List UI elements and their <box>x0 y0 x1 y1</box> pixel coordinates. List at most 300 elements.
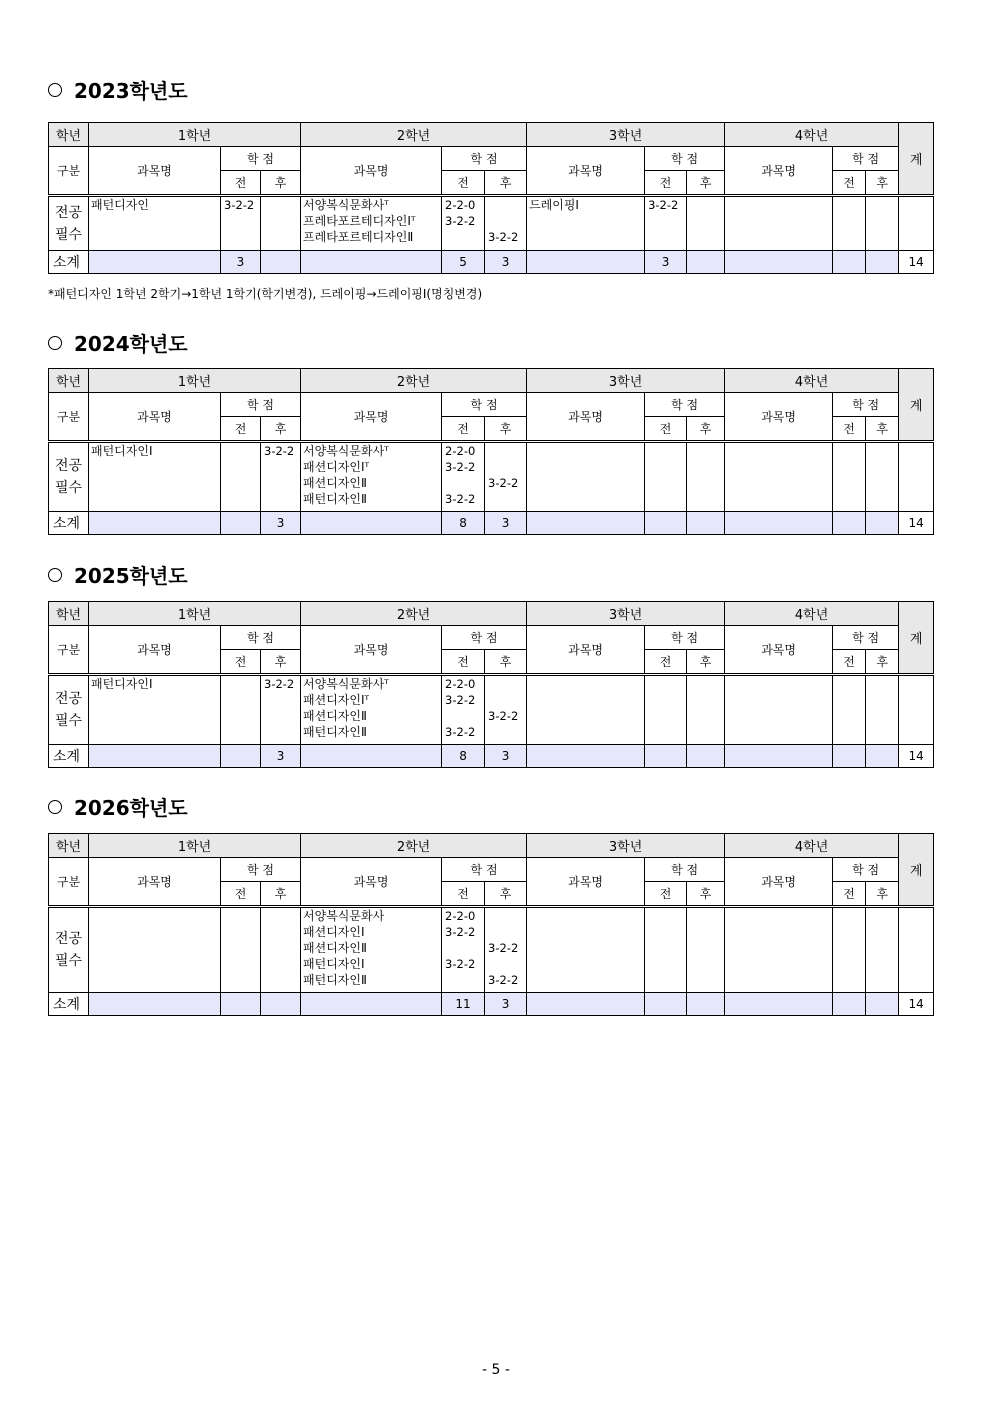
year2-credits-first-line: 2-2-0 <box>445 444 476 458</box>
year2-credits-second-line <box>488 724 526 740</box>
year3-course-names-line <box>529 676 644 692</box>
header-course-name: 과목명 <box>527 147 645 196</box>
year4-course-names <box>725 907 833 993</box>
curriculum-table <box>48 122 934 274</box>
year2-credits-first-line: 3-2-2 <box>445 925 476 939</box>
year4-credits-first-line <box>836 197 865 213</box>
header-course-name: 과목명 <box>725 626 833 675</box>
year2-credits-first-line <box>445 940 484 956</box>
year2-credits-second <box>485 196 527 251</box>
curriculum-table <box>48 833 934 1016</box>
year4-credits-first-line <box>836 676 865 692</box>
year3-course-names <box>527 675 645 745</box>
year2-credits-first-line: 3-2-2 <box>445 214 476 228</box>
year4-course-names <box>725 442 833 512</box>
year3-credits-second-line <box>690 443 724 459</box>
header-first-semester: 전 <box>833 882 866 907</box>
subtotal-name-cell <box>301 993 442 1016</box>
header-year4: 4학년 <box>725 369 899 393</box>
year1-credits-second <box>261 907 301 993</box>
header-credit: 학 점 <box>221 147 301 171</box>
subtotal-second-semester: 3 <box>485 512 527 535</box>
year1-credits-second-line: 3-2-2 <box>264 677 295 691</box>
year3-course-names-line <box>529 908 644 924</box>
year4-credits-second <box>866 675 899 745</box>
header-second-semester: 후 <box>687 417 725 442</box>
year1-course-names <box>89 907 221 993</box>
category-label: 전공필수 <box>54 931 83 969</box>
footnote: *패턴디자인 1학년 2학기→1학년 1학기(학기변경), 드레이핑→드레이핑Ⅰ(명칭변경) <box>48 287 483 301</box>
section-title <box>48 328 188 357</box>
year2-credits-second-line <box>488 908 526 924</box>
subtotal-name-cell <box>527 512 645 535</box>
year1-credits-first <box>221 907 261 993</box>
header-second-semester: 후 <box>687 171 725 196</box>
year2-course-names-line: 패션디자인Ⅱ <box>303 476 367 490</box>
header-category: 구분 <box>49 147 89 196</box>
year2-course-names-line: 서양복식문화사ᵀ <box>303 677 389 691</box>
subtotal-first-semester: 3 <box>645 251 687 274</box>
header-year3: 3학년 <box>527 123 725 147</box>
year2-credits-second-line <box>488 692 526 708</box>
header-year1: 1학년 <box>89 834 301 858</box>
header-year1: 1학년 <box>89 123 301 147</box>
year2-credits-second <box>485 907 527 993</box>
header-category: 구분 <box>49 393 89 442</box>
header-year2: 2학년 <box>301 123 527 147</box>
section-title-text: 2025학년도 <box>74 564 188 588</box>
header-year4: 4학년 <box>725 123 899 147</box>
header-credit: 학 점 <box>442 147 527 171</box>
total-cell-body <box>899 196 934 251</box>
header-second-semester: 후 <box>866 171 899 196</box>
subtotal-first-semester <box>221 512 261 535</box>
year2-credits-second-line <box>488 491 526 507</box>
year2-course-names-line: 서양복식문화사 <box>303 909 385 923</box>
subtotal-name-cell <box>301 512 442 535</box>
subtotal-second-semester <box>261 251 301 274</box>
year3-course-names-line: 드레이핑Ⅰ <box>529 198 579 212</box>
category-major-required <box>49 196 89 251</box>
year2-course-names-line: 패턴디자인Ⅱ <box>303 725 367 739</box>
circle-bullet-icon <box>48 800 62 814</box>
header-year1: 1학년 <box>89 602 301 626</box>
header-course-name: 과목명 <box>89 858 221 907</box>
header-total: 계 <box>899 602 934 675</box>
year4-course-names-line <box>727 908 832 924</box>
header-first-semester: 전 <box>833 417 866 442</box>
year2-course-names <box>301 196 442 251</box>
header-second-semester: 후 <box>485 882 527 907</box>
subtotal-second-semester <box>866 993 899 1016</box>
section-title-text: 2026학년도 <box>74 796 188 820</box>
header-year2: 2학년 <box>301 369 527 393</box>
year4-credits-second-line <box>869 197 898 213</box>
category-major-required <box>49 675 89 745</box>
subtotal-second-semester: 3 <box>261 512 301 535</box>
year2-course-names-line: 패션디자인Ⅰᵀ <box>303 460 370 474</box>
year3-credits-first-line <box>648 676 686 692</box>
header-total: 계 <box>899 834 934 907</box>
subtotal-second-semester <box>866 251 899 274</box>
year2-credits-first-line: 3-2-2 <box>445 725 476 739</box>
header-course-name: 과목명 <box>527 626 645 675</box>
header-year4: 4학년 <box>725 834 899 858</box>
year1-course-names <box>89 196 221 251</box>
section-title <box>48 792 188 821</box>
subtotal-second-semester <box>261 993 301 1016</box>
category-major-required <box>49 907 89 993</box>
header-category: 구분 <box>49 626 89 675</box>
header-total: 계 <box>899 369 934 442</box>
year3-credits-second <box>687 442 725 512</box>
subtotal-first-semester <box>221 745 261 768</box>
header-second-semester: 후 <box>261 171 301 196</box>
subtotal-label: 소계 <box>49 512 89 535</box>
subtotal-total: 14 <box>899 745 934 768</box>
subtotal-second-semester <box>866 512 899 535</box>
subtotal-first-semester: 8 <box>442 745 485 768</box>
year1-credits-second <box>261 196 301 251</box>
category-label: 전공필수 <box>54 204 83 243</box>
subtotal-second-semester <box>866 745 899 768</box>
header-year4: 4학년 <box>725 602 899 626</box>
header-course-name: 과목명 <box>725 858 833 907</box>
year2-course-names-line: 서양복식문화사ᵀ <box>303 444 389 458</box>
year2-credits-first-line <box>445 229 484 245</box>
year1-credits-first-line <box>224 676 260 692</box>
year1-credits-second-line: 3-2-2 <box>264 444 295 458</box>
year2-credits-second-line: 3-2-2 <box>488 973 519 987</box>
header-first-semester: 전 <box>442 650 485 675</box>
year4-credits-first <box>833 907 866 993</box>
header-course-name: 과목명 <box>527 393 645 442</box>
header-second-semester: 후 <box>687 882 725 907</box>
year1-credits-first <box>221 675 261 745</box>
subtotal-name-cell <box>527 251 645 274</box>
subtotal-name-cell <box>527 745 645 768</box>
header-first-semester: 전 <box>221 171 261 196</box>
year2-credits-second-line <box>488 956 526 972</box>
circle-bullet-icon <box>48 568 62 582</box>
header-first-semester: 전 <box>645 417 687 442</box>
year2-credits-first-line <box>445 972 484 988</box>
header-year3: 3학년 <box>527 602 725 626</box>
year1-course-names-line: 패턴디자인 <box>91 198 149 212</box>
year2-credits-second-line <box>488 213 526 229</box>
subtotal-second-semester <box>687 745 725 768</box>
header-course-name: 과목명 <box>301 147 442 196</box>
subtotal-second-semester <box>687 251 725 274</box>
year2-credits-second-line <box>488 924 526 940</box>
year2-credits-first-line: 3-2-2 <box>445 693 476 707</box>
year2-course-names-line: 패션디자인Ⅱ <box>303 941 367 955</box>
total-cell-body <box>899 442 934 512</box>
year1-credits-second-line <box>264 908 300 924</box>
year2-credits-first <box>442 675 485 745</box>
subtotal-first-semester <box>833 512 866 535</box>
header-second-semester: 후 <box>687 650 725 675</box>
year3-credits-second-line <box>690 197 724 213</box>
header-first-semester: 전 <box>221 417 261 442</box>
section-title <box>48 560 188 589</box>
subtotal-name-cell <box>89 512 221 535</box>
header-grade: 학년 <box>49 369 89 393</box>
header-credit: 학 점 <box>442 626 527 650</box>
header-first-semester: 전 <box>442 417 485 442</box>
year2-course-names <box>301 907 442 993</box>
year2-credits-first <box>442 196 485 251</box>
header-second-semester: 후 <box>866 882 899 907</box>
header-credit: 학 점 <box>442 858 527 882</box>
subtotal-second-semester: 3 <box>485 993 527 1016</box>
header-category: 구분 <box>49 858 89 907</box>
subtotal-second-semester: 3 <box>485 251 527 274</box>
year2-credits-second <box>485 442 527 512</box>
header-second-semester: 후 <box>261 650 301 675</box>
subtotal-first-semester <box>221 993 261 1016</box>
year4-course-names-line <box>727 443 832 459</box>
year3-course-names <box>527 196 645 251</box>
year2-course-names-line: 패션디자인Ⅰᵀ <box>303 693 370 707</box>
header-credit: 학 점 <box>221 393 301 417</box>
year2-course-names <box>301 442 442 512</box>
subtotal-second-semester <box>687 512 725 535</box>
subtotal-name-cell <box>725 745 833 768</box>
year2-course-names-line: 프레타포르테디자인Ⅰᵀ <box>303 214 416 228</box>
year2-credits-second-line <box>488 676 526 692</box>
header-second-semester: 후 <box>485 171 527 196</box>
subtotal-total: 14 <box>899 251 934 274</box>
year3-credits-first <box>645 675 687 745</box>
year2-credits-second-line: 3-2-2 <box>488 941 519 955</box>
subtotal-name-cell <box>89 993 221 1016</box>
year2-course-names-line: 패션디자인Ⅰ <box>303 925 365 939</box>
year4-credits-first-line <box>836 908 865 924</box>
year1-course-names-line: 패턴디자인Ⅰ <box>91 677 153 691</box>
header-credit: 학 점 <box>833 393 899 417</box>
subtotal-label: 소계 <box>49 251 89 274</box>
year4-credits-second <box>866 907 899 993</box>
year4-credits-second <box>866 196 899 251</box>
year4-credits-first <box>833 442 866 512</box>
year1-credits-first-line: 3-2-2 <box>224 198 255 212</box>
year2-course-names-line: 패턴디자인Ⅰ <box>303 957 365 971</box>
subtotal-name-cell <box>527 993 645 1016</box>
year3-course-names <box>527 907 645 993</box>
year1-course-names-line: 패턴디자인Ⅰ <box>91 444 153 458</box>
header-grade: 학년 <box>49 834 89 858</box>
subtotal-second-semester: 3 <box>485 745 527 768</box>
subtotal-second-semester <box>687 993 725 1016</box>
year4-credits-first-line <box>836 443 865 459</box>
header-course-name: 과목명 <box>89 147 221 196</box>
year2-course-names-line: 프레타포르테디자인Ⅱ <box>303 230 414 244</box>
header-course-name: 과목명 <box>725 147 833 196</box>
header-second-semester: 후 <box>261 417 301 442</box>
year4-course-names <box>725 196 833 251</box>
subtotal-first-semester: 5 <box>442 251 485 274</box>
year1-credits-second <box>261 442 301 512</box>
subtotal-first-semester <box>833 251 866 274</box>
year2-course-names <box>301 675 442 745</box>
header-course-name: 과목명 <box>527 858 645 907</box>
year3-course-names-line <box>529 443 644 459</box>
header-grade: 학년 <box>49 602 89 626</box>
header-credit: 학 점 <box>645 858 725 882</box>
circle-bullet-icon <box>48 83 62 97</box>
header-second-semester: 후 <box>866 417 899 442</box>
subtotal-second-semester: 3 <box>261 745 301 768</box>
year1-credits-first <box>221 442 261 512</box>
year2-credits-first-line <box>445 708 484 724</box>
header-first-semester: 전 <box>645 650 687 675</box>
year2-credits-first-line: 2-2-0 <box>445 677 476 691</box>
year2-course-names-line: 서양복식문화사ᵀ <box>303 198 389 212</box>
year3-credits-first <box>645 196 687 251</box>
header-credit: 학 점 <box>645 393 725 417</box>
subtotal-total: 14 <box>899 512 934 535</box>
header-course-name: 과목명 <box>725 393 833 442</box>
year2-credits-first-line: 2-2-0 <box>445 198 476 212</box>
subtotal-name-cell <box>301 251 442 274</box>
year1-credits-first-line <box>224 908 260 924</box>
year2-course-names-line: 패턴디자인Ⅱ <box>303 492 367 506</box>
header-second-semester: 후 <box>485 650 527 675</box>
header-year1: 1학년 <box>89 369 301 393</box>
section-title <box>48 75 188 104</box>
header-course-name: 과목명 <box>301 393 442 442</box>
year3-credits-second-line <box>690 676 724 692</box>
total-cell-body <box>899 907 934 993</box>
header-second-semester: 후 <box>485 417 527 442</box>
header-year3: 3학년 <box>527 369 725 393</box>
curriculum-table <box>48 601 934 768</box>
year2-credits-first <box>442 907 485 993</box>
subtotal-first-semester <box>833 745 866 768</box>
year1-credits-second-line <box>264 197 300 213</box>
year2-credits-second-line: 3-2-2 <box>488 230 519 244</box>
subtotal-first-semester <box>833 993 866 1016</box>
header-course-name: 과목명 <box>301 626 442 675</box>
year3-credits-second <box>687 196 725 251</box>
year4-credits-first <box>833 196 866 251</box>
year4-course-names <box>725 675 833 745</box>
header-credit: 학 점 <box>221 858 301 882</box>
header-credit: 학 점 <box>645 147 725 171</box>
year2-credits-first-line: 2-2-0 <box>445 909 476 923</box>
year1-credits-first-line <box>224 443 260 459</box>
year3-credits-second-line <box>690 908 724 924</box>
header-first-semester: 전 <box>442 882 485 907</box>
year3-credits-first-line: 3-2-2 <box>648 198 679 212</box>
year3-credits-second <box>687 675 725 745</box>
header-year2: 2학년 <box>301 602 527 626</box>
header-first-semester: 전 <box>833 650 866 675</box>
curriculum-table <box>48 368 934 535</box>
year4-course-names-line <box>727 197 832 213</box>
subtotal-name-cell <box>89 745 221 768</box>
subtotal-label: 소계 <box>49 993 89 1016</box>
year3-course-names <box>527 442 645 512</box>
subtotal-first-semester <box>645 745 687 768</box>
subtotal-first-semester: 8 <box>442 512 485 535</box>
section-title-text: 2024학년도 <box>74 332 188 356</box>
year3-credits-second <box>687 907 725 993</box>
header-second-semester: 후 <box>866 650 899 675</box>
header-credit: 학 점 <box>833 147 899 171</box>
year2-credits-second <box>485 675 527 745</box>
category-major-required <box>49 442 89 512</box>
year3-credits-first <box>645 907 687 993</box>
header-second-semester: 후 <box>261 882 301 907</box>
year3-credits-first-line <box>648 443 686 459</box>
header-first-semester: 전 <box>221 882 261 907</box>
year4-course-names-line <box>727 676 832 692</box>
subtotal-total: 14 <box>899 993 934 1016</box>
subtotal-first-semester <box>645 993 687 1016</box>
year2-course-names-line: 패션디자인Ⅱ <box>303 709 367 723</box>
year2-credits-first-line <box>445 475 484 491</box>
year4-credits-first <box>833 675 866 745</box>
header-first-semester: 전 <box>442 171 485 196</box>
year1-credits-first <box>221 196 261 251</box>
header-first-semester: 전 <box>833 171 866 196</box>
year2-credits-second-line <box>488 459 526 475</box>
year2-credits-first-line: 3-2-2 <box>445 460 476 474</box>
header-first-semester: 전 <box>221 650 261 675</box>
subtotal-name-cell <box>89 251 221 274</box>
header-course-name: 과목명 <box>301 858 442 907</box>
subtotal-first-semester: 11 <box>442 993 485 1016</box>
year2-credits-first <box>442 442 485 512</box>
header-total: 계 <box>899 123 934 196</box>
year4-credits-second-line <box>869 443 898 459</box>
header-first-semester: 전 <box>645 171 687 196</box>
page-number: - 5 - <box>482 1362 510 1378</box>
header-credit: 학 점 <box>442 393 527 417</box>
header-year3: 3학년 <box>527 834 725 858</box>
year2-credits-first-line: 3-2-2 <box>445 957 476 971</box>
year4-credits-second <box>866 442 899 512</box>
header-credit: 학 점 <box>833 626 899 650</box>
header-year2: 2학년 <box>301 834 527 858</box>
year1-course-names <box>89 675 221 745</box>
subtotal-name-cell <box>725 512 833 535</box>
year2-credits-second-line: 3-2-2 <box>488 709 519 723</box>
header-credit: 학 점 <box>645 626 725 650</box>
year1-course-names <box>89 442 221 512</box>
subtotal-name-cell <box>725 251 833 274</box>
year4-credits-second-line <box>869 908 898 924</box>
header-course-name: 과목명 <box>89 626 221 675</box>
section-title-text: 2023학년도 <box>74 79 188 103</box>
year2-course-names-line: 패턴디자인Ⅱ <box>303 973 367 987</box>
year2-credits-second-line <box>488 197 526 213</box>
year2-credits-first-line: 3-2-2 <box>445 492 476 506</box>
subtotal-name-cell <box>301 745 442 768</box>
year4-credits-second-line <box>869 676 898 692</box>
subtotal-name-cell <box>725 993 833 1016</box>
subtotal-first-semester: 3 <box>221 251 261 274</box>
header-grade: 학년 <box>49 123 89 147</box>
year3-credits-first <box>645 442 687 512</box>
header-credit: 학 점 <box>221 626 301 650</box>
subtotal-first-semester <box>645 512 687 535</box>
header-credit: 학 점 <box>833 858 899 882</box>
subtotal-label: 소계 <box>49 745 89 768</box>
year2-credits-second-line <box>488 443 526 459</box>
